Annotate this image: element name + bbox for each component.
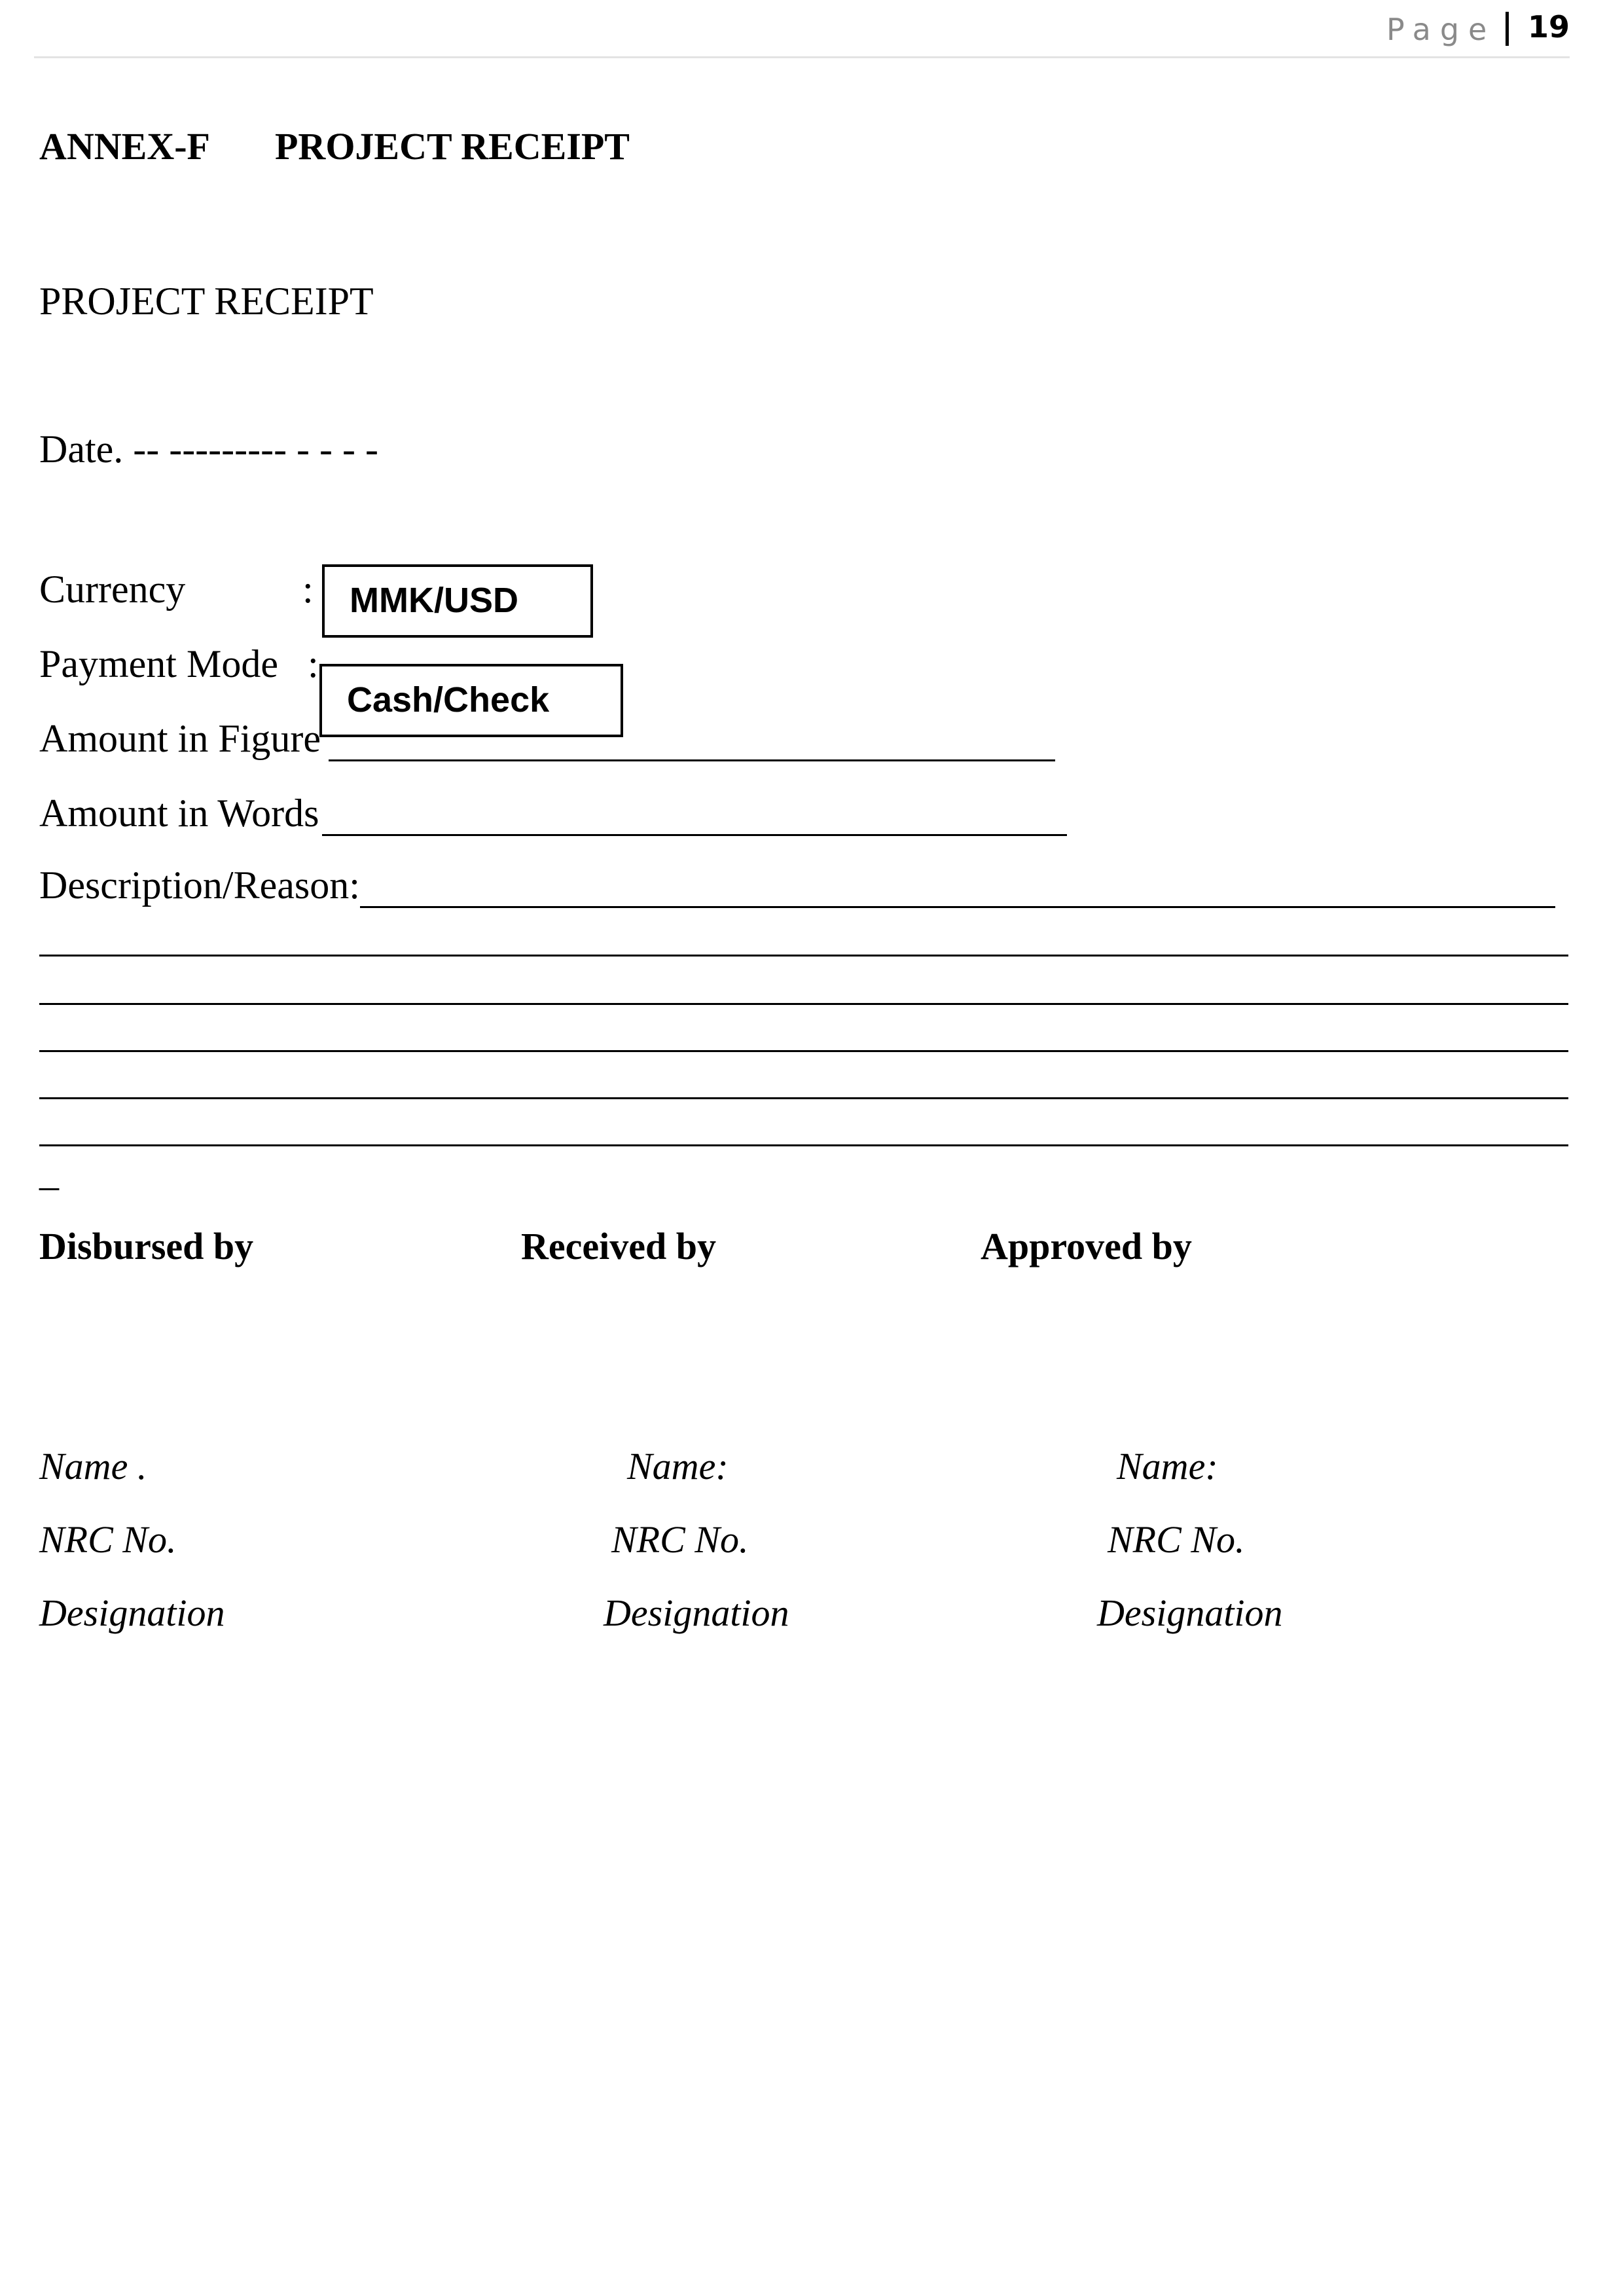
currency-field[interactable]: MMK/USD (322, 564, 593, 638)
received-by-heading: Received by (521, 1225, 716, 1267)
currency-colon: : (302, 568, 314, 611)
description-line[interactable] (39, 1144, 1568, 1146)
form-subtitle: PROJECT RECEIPT (39, 280, 374, 323)
page-label: Page (1386, 12, 1496, 47)
disbursed-nrc-label: NRC No. (39, 1518, 177, 1561)
received-nrc-label: NRC No. (611, 1518, 749, 1561)
amount-figure-label: Amount in Figure (39, 717, 321, 760)
currency-label: Currency (39, 568, 186, 611)
disbursed-designation-label: Designation (39, 1592, 225, 1634)
trailing-mark: _ (39, 1150, 59, 1194)
date-line: Date. -- --------- - - - - (39, 428, 378, 471)
page-title: PROJECT RECEIPT (275, 125, 630, 168)
payment-mode-colon: : (308, 642, 319, 685)
description-line[interactable] (39, 955, 1568, 957)
received-designation-label: Designation (604, 1592, 789, 1634)
header-rule (34, 56, 1570, 58)
approved-nrc-label: NRC No. (1108, 1518, 1245, 1561)
page-number: 19 (1528, 9, 1570, 45)
description-line[interactable] (39, 1097, 1568, 1099)
payment-mode-field[interactable]: Cash/Check (319, 664, 623, 737)
description-line[interactable] (39, 1050, 1568, 1052)
approved-designation-label: Designation (1097, 1592, 1283, 1634)
disbursed-by-heading: Disbursed by (39, 1225, 254, 1267)
description-line[interactable] (39, 1003, 1568, 1005)
description-label: Description/Reason: (39, 864, 360, 907)
payment-mode-label: Payment Mode (39, 642, 278, 685)
received-name-label: Name: (627, 1445, 729, 1487)
amount-figure-line[interactable] (329, 759, 1055, 761)
amount-words-line[interactable] (322, 834, 1067, 836)
amount-words-label: Amount in Words (39, 792, 319, 835)
description-line[interactable] (360, 906, 1555, 908)
disbursed-name-label: Name . (39, 1445, 147, 1487)
approved-by-heading: Approved by (981, 1225, 1192, 1267)
approved-name-label: Name: (1117, 1445, 1218, 1487)
annex-label: ANNEX-F (39, 125, 210, 168)
page-number-separator (1506, 12, 1509, 46)
